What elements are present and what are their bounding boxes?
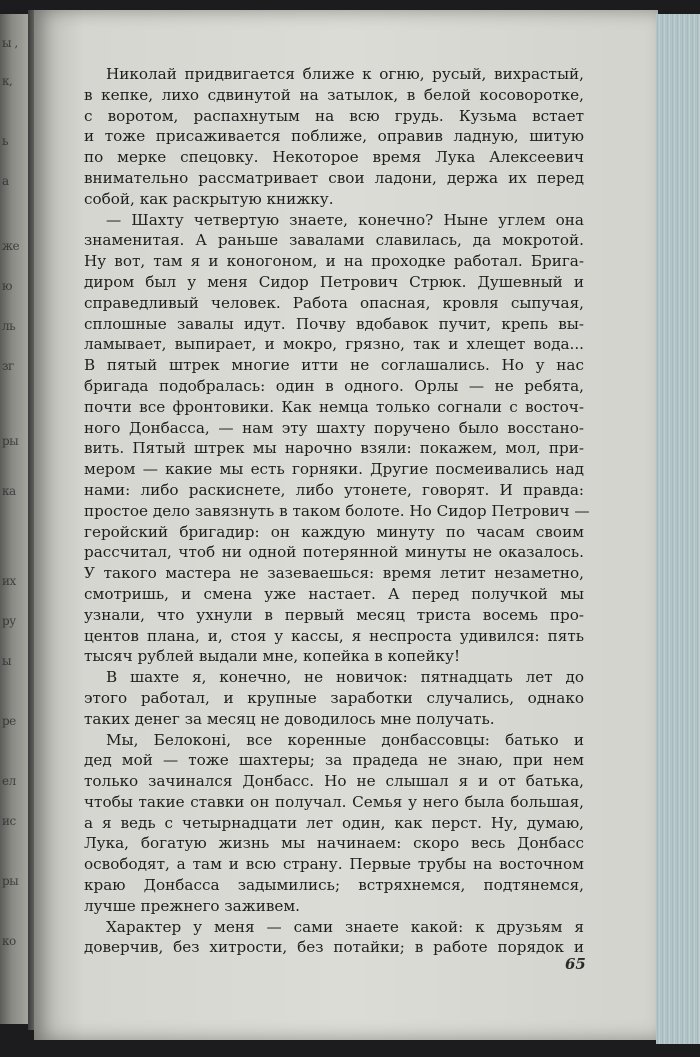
text-line: краю Донбасса задымились; встряхнемся, подтянемся, (84, 876, 584, 895)
left-page-fragment: их (2, 574, 16, 588)
text-line: справедливый человек. Работа опасная, кровля сыпучая, (84, 293, 584, 312)
text-line: с воротом, распахнутым на всю грудь. Кузьма встает (84, 106, 584, 125)
text-line: Ну вот, там я и коногоном, и на проходке работал. Брига- (84, 252, 584, 271)
left-page-fragment: ры (2, 434, 19, 448)
left-page-fragment: зг (2, 359, 14, 373)
text-line: а я ведь с четырнадцати лет один, как перст. Ну, думаю, (84, 813, 584, 832)
left-page-fragment: ы , (2, 36, 18, 50)
left-page-fragment: ис (2, 814, 16, 828)
text-line: собой, как раскрытую книжку. (84, 189, 334, 208)
text-line: по мерке спецовку. Некоторое время Лука Алексеевич (84, 148, 584, 167)
text-line: диром был у меня Сидор Петрович Стрюк. Душевный и (84, 272, 584, 291)
text-line: нами: либо раскиснете, либо утонете, говорят. И правда: (84, 480, 584, 499)
text-line: В пятый штрек многие итти не соглашались. Но у нас (84, 356, 584, 375)
text-line: мером — какие мы есть горняки. Другие посмеивались над (84, 460, 584, 479)
text-line: освободят, а там и всю страну. Первые трубы на восточном (84, 855, 584, 874)
text-line: Лука, богатую жизнь мы начинаем: скоро весь Донбасс (84, 834, 584, 853)
text-line: доверчив, без хитрости, без потайки; в работе порядок и (84, 938, 584, 957)
text-line: рассчитал, чтоб ни одной потерянной минуты не оказалось. (84, 543, 584, 562)
text-line: только зачинался Донбасс. Но не слышал я и от батька, (84, 772, 584, 791)
left-page-fragment: же (2, 239, 20, 253)
text-line: вить. Пятый штрек мы нарочно взяли: покажем, мол, при- (84, 439, 584, 458)
text-line: — Шахту четвертую знаете, конечно? Ныне углем она (106, 210, 584, 229)
body-text (84, 64, 590, 958)
left-page-fragment: ры (2, 874, 19, 888)
text-line: тысяч рублей выдали мне, копейка в копейку! (84, 647, 461, 666)
left-page-fragment: ю (2, 279, 12, 293)
text-line: центов плана, и, стоя у кассы, я неспроста удивился: пять (84, 626, 584, 645)
text-line: ного Донбасса, — нам эту шахту поручено было восстано- (84, 418, 584, 437)
text-line: таких денег за месяц не доводилось мне получать. (84, 709, 495, 728)
text-line: внимательно рассматривает свои ладони, держа их перед (84, 168, 584, 187)
text-line: Характер у меня — сами знаете какой: к друзьям я (106, 917, 584, 936)
text-line: знаменитая. А раньше завалами славилась, да мокротой. (84, 231, 584, 250)
text-line: ламывает, выпирает, и мокро, грязно, так и хлещет вода... (84, 335, 584, 354)
left-page-fragment: ы (2, 654, 12, 668)
text-line: в кепке, лихо сдвинутой на затылок, в белой косоворотке, (84, 85, 584, 104)
left-page-fragment: ко (2, 934, 16, 948)
text-line: дед мой — тоже шахтеры; за прадеда не знаю, при нем (84, 751, 584, 770)
text-line: чтобы такие ставки он получал. Семья у него была большая, (84, 792, 584, 811)
text-line: У такого мастера не зазеваешься: время летит незаметно, (84, 564, 584, 583)
left-page-fragment: ка (2, 484, 16, 498)
text-line: Мы, Белоконі, все коренные донбассовцы: батько и (106, 730, 584, 749)
text-line: сплошные завалы идут. Почву вдобавок пучит, крепь вы- (84, 314, 584, 333)
text-line: этого работал, и крупные заработки случались, однако (84, 688, 584, 707)
left-page-fragment: ре (2, 714, 16, 728)
text-line: В шахте я, конечно, не новичок: пятнадцать лет до (106, 668, 584, 687)
page-number: 65 (565, 955, 586, 973)
left-page-fragment: а (2, 174, 9, 188)
page-stack-edge (656, 14, 700, 1044)
left-page-fragment: к, (2, 74, 13, 88)
text-line: смотришь, и смена уже настает. А перед получкой мы (84, 584, 584, 603)
text-line: геройский бригадир: он каждую минуту по часам своим (84, 522, 584, 541)
left-page-fragment: ру (2, 614, 16, 628)
left-page-fragment: ль (2, 319, 16, 333)
text-line: узнали, что ухнули в первый месяц триста восемь про- (84, 605, 584, 624)
left-page-fragment: ь (2, 134, 9, 148)
left-facing-page (0, 14, 30, 1024)
text-line: почти все фронтовики. Как немца только согнали с восточ- (84, 397, 584, 416)
text-line: лучше прежнего заживем. (84, 896, 301, 915)
text-line: и тоже присаживается поближе, оправив ладную, шитую (84, 127, 584, 146)
text-line: Николай придвигается ближе к огню, русый, вихрастый, (106, 65, 584, 83)
left-page-fragment: ел (2, 774, 16, 788)
text-line: простое дело завязнуть в таком болоте. Но Сидор Петрович — (84, 501, 590, 520)
text-line: бригада подобралась: один в одного. Орлы — не ребята, (84, 376, 584, 395)
